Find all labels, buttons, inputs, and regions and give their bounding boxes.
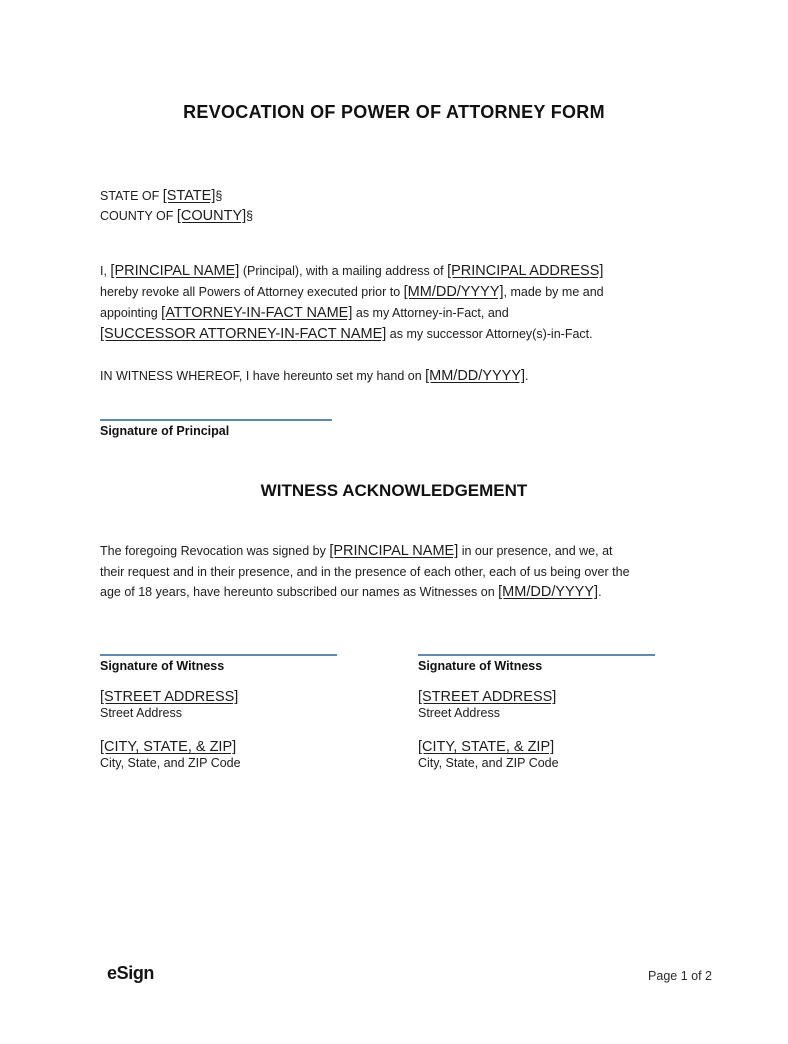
witness-1-signature-label: Signature of Witness [100,659,225,673]
text-run: hereby revoke all Powers of Attorney executed prior to [100,285,404,299]
fill-in-placeholder[interactable]: [PRINCIPAL NAME] [110,263,240,279]
witness-2-signature-line[interactable] [418,654,655,656]
page-indicator: Page 1 of 2 [648,969,712,983]
text-run: appointing [100,306,162,320]
text-run: . [525,369,529,383]
fill-in-placeholder[interactable]: [MM/DD/YYYY] [403,284,504,300]
fill-in-placeholder[interactable]: [SUCCESSOR ATTORNEY-IN-FACT NAME] [100,326,387,342]
principal-signature-line[interactable] [100,419,332,421]
revocation-paragraph [100,261,604,345]
text-run: STATE OF [100,189,163,203]
text-run: their request and in their presence, and in the presence of each other, each of us being over the [100,564,630,579]
principal-signature-block [100,419,332,438]
witness-acknowledgement-heading: WITNESS ACKNOWLEDGEMENT [260,481,528,500]
witness-signature-row [100,654,655,770]
text-run: The foregoing Revocation was signed by [100,544,330,558]
witness-1-city-placeholder[interactable]: [CITY, STATE, & ZIP] [100,739,237,755]
text-run: § [215,189,223,203]
text-run: (Principal), with a mailing address of [239,264,448,278]
fill-in-placeholder[interactable]: [STATE] [162,188,216,204]
text-run: COUNTY OF [100,209,177,223]
text-run: I, [100,264,111,278]
witness-2-city-label: City, State, and ZIP Code [418,756,559,770]
fill-in-placeholder[interactable]: [COUNTY] [176,208,247,224]
text-run: § [246,209,254,223]
witness-2-signature-label: Signature of Witness [418,659,543,673]
document-title: REVOCATION OF POWER OF ATTORNEY FORM [183,102,605,122]
witness-whereof-line [100,366,529,387]
witness-block-2 [418,654,655,770]
witness-paragraph [100,541,630,603]
text-run: in our presence, and we, at [458,544,613,558]
principal-signature-label: Signature of Principal [100,424,230,438]
fill-in-placeholder[interactable]: [MM/DD/YYYY] [498,584,599,600]
text-run: . [598,585,602,599]
witness-1-street-label: Street Address [100,706,182,720]
esign-logo: eSign [107,963,155,983]
witness-2-street-label: Street Address [418,706,500,720]
text-run: as my successor Attorney(s)-in-Fact. [386,327,593,341]
jurat-block [100,186,253,226]
text-run: as my Attorney-in-Fact, and [352,306,509,320]
witness-1-city-label: City, State, and ZIP Code [100,756,241,770]
fill-in-placeholder[interactable]: [ATTORNEY-IN-FACT NAME] [161,305,353,321]
witness-2-street-placeholder[interactable]: [STREET ADDRESS] [418,689,557,705]
witness-block-1 [100,654,337,770]
fill-in-placeholder[interactable]: [MM/DD/YYYY] [425,368,526,384]
witness-1-street-placeholder[interactable]: [STREET ADDRESS] [100,689,239,705]
fill-in-placeholder[interactable]: [PRINCIPAL NAME] [329,543,459,559]
text-run: IN WITNESS WHEREOF, I have hereunto set my hand on [100,369,426,383]
fill-in-placeholder[interactable]: [PRINCIPAL ADDRESS] [447,263,604,279]
witness-2-city-placeholder[interactable]: [CITY, STATE, & ZIP] [418,739,555,755]
text-run: , made by me and [503,285,604,299]
text-run: age of 18 years, have hereunto subscribed our names as Witnesses on [100,585,499,599]
witness-1-signature-line[interactable] [100,654,337,656]
